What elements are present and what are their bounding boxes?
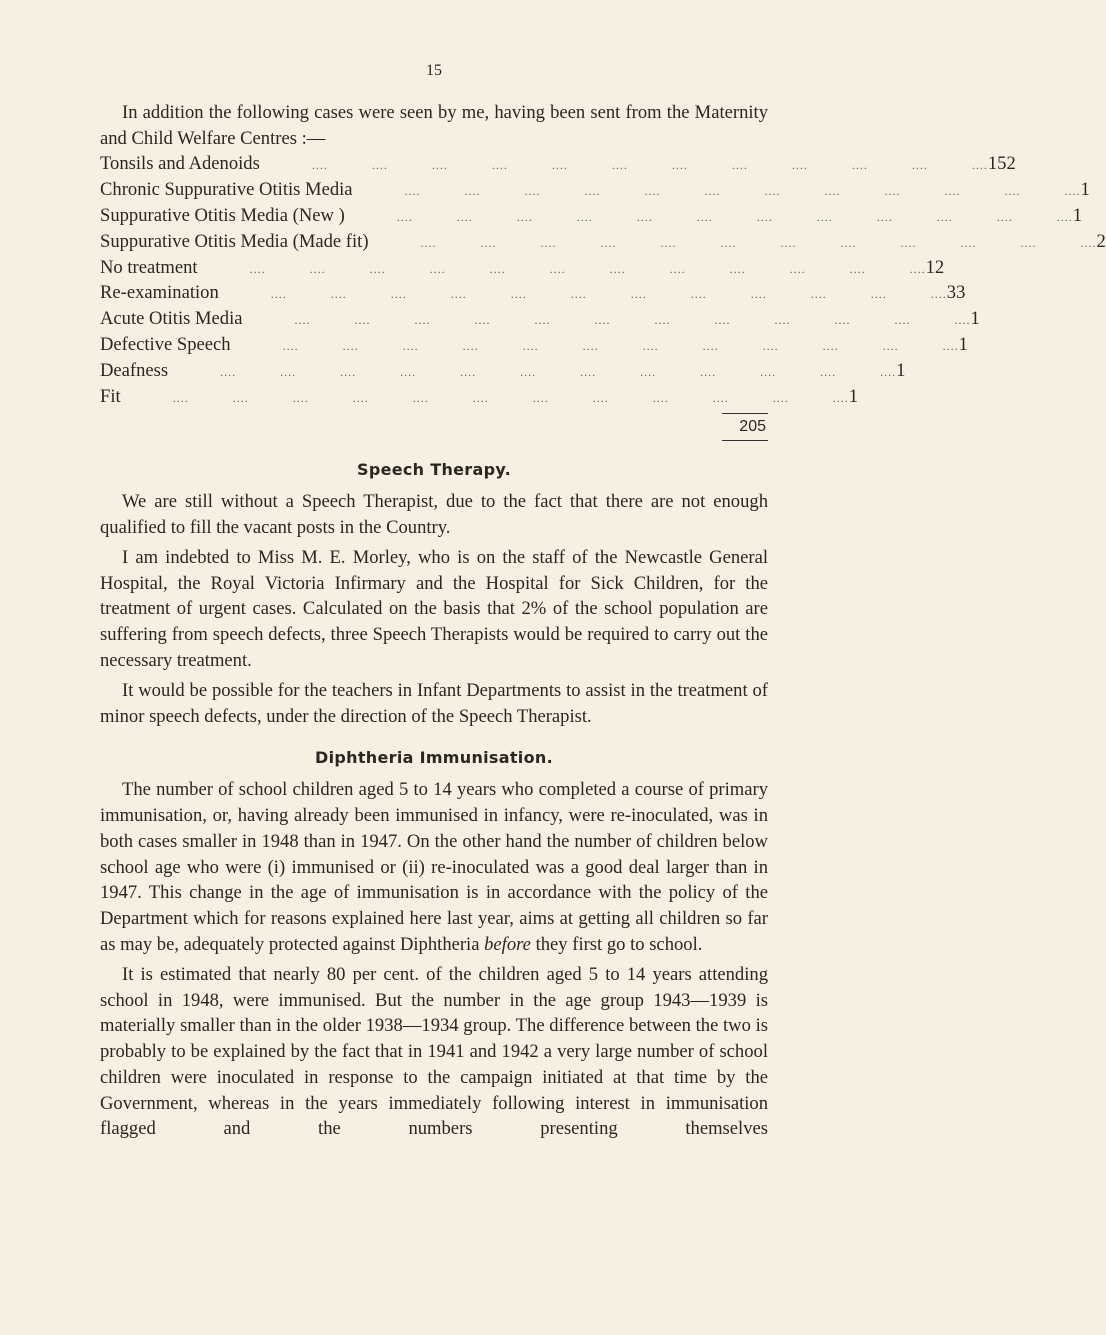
case-row	[100, 203, 1083, 229]
leader-dots: .... .... .... .... .... .... .... .... .... .... .... ....	[176, 364, 897, 379]
leader-dots: .... .... .... .... .... .... .... .... .... .... .... ....	[267, 158, 988, 173]
case-row	[100, 358, 906, 384]
case-label: Chronic Suppurative Otitis Media	[100, 179, 353, 201]
cases-total: 205	[739, 418, 766, 436]
text: The number of school children aged 5 to 14 years who completed a course of primary immunisation, or, having already been immunised in infancy, were re-inoculated, was in both cases smaller in 1948 than in 1947. On the other hand the number of children below school age who were (i) immunised or (ii) re-inoculated was a good deal larger than in 1947. This change in the age of immunisation is in accordance with the policy of the Department which for reasons explained here last year, aims at getting all children so far as may be, adequately protected against Diphtheria	[100, 779, 768, 955]
page-number: 15	[426, 62, 442, 79]
case-row	[100, 280, 966, 306]
case-count: 12	[925, 256, 945, 278]
diphtheria-paragraph: It is estimated that nearly 80 per cent. of the children aged 5 to 14 years attending school in 1948, were immunised. But the number in the age group 1943—1939 is materially smaller than in the older 1938—1934 group. The difference between the two is probably to be explained by the fact that in 1941 and 1942 a very large number of school children were inoculated in response to the campaign initiated at that time by the Government, whereas in the years immediately following interest in immunisation flagged and the numbers presenting themselves	[100, 963, 768, 1140]
leader-dots: .... .... .... .... .... .... .... .... .... .... .... ....	[376, 235, 1097, 250]
case-count: 1	[958, 333, 968, 355]
document-page	[100, 58, 1106, 1142]
case-label: Tonsils and Adenoids	[100, 153, 260, 175]
leader-dots: .... .... .... .... .... .... .... .... .... .... .... ....	[205, 261, 926, 276]
cases-list	[100, 151, 1106, 409]
case-count: 1	[848, 385, 858, 407]
case-label: Fit	[100, 385, 121, 407]
leader-dots: .... .... .... .... .... .... .... .... .... .... .... ....	[128, 390, 849, 405]
case-count: 33	[946, 282, 966, 304]
case-label: Suppurative Otitis Media (New )	[100, 204, 345, 226]
leader-dots: .... .... .... .... .... .... .... .... .... .... .... ....	[238, 338, 959, 353]
case-count: 1	[1080, 179, 1090, 201]
case-row	[100, 306, 980, 332]
case-row	[100, 384, 858, 410]
leader-dots: .... .... .... .... .... .... .... .... .... .... .... ....	[250, 313, 971, 328]
case-row	[100, 177, 1090, 203]
case-count: 2	[1096, 230, 1106, 252]
total-rule-bottom	[722, 440, 768, 441]
case-row	[100, 255, 945, 281]
case-label: Deafness	[100, 359, 169, 381]
leader-dots: .... .... .... .... .... .... .... .... .... .... .... ....	[360, 184, 1081, 199]
speech-therapy-heading: Speech Therapy.	[357, 460, 511, 480]
emphasis: before	[484, 933, 531, 955]
text: they first go to school.	[530, 933, 703, 955]
case-row	[100, 151, 1016, 177]
leader-dots: .... .... .... .... .... .... .... .... .... .... .... ....	[226, 287, 947, 302]
case-count: 1	[970, 308, 980, 330]
case-label: No treatment	[100, 256, 198, 278]
case-label: Acute Otitis Media	[100, 308, 243, 330]
case-label: Re-examination	[100, 282, 219, 304]
case-count: 152	[987, 153, 1016, 175]
speech-paragraph: We are still without a Speech Therapist, due to the fact that there are not enough qualified to fill the vacant posts in the Country.	[100, 491, 768, 538]
leader-dots: .... .... .... .... .... .... .... .... .... .... .... ....	[352, 209, 1073, 224]
speech-paragraph: I am indebted to Miss M. E. Morley, who is on the staff of the Newcastle General Hospital, the Royal Victoria Infirmary and the Hospital for Sick Children, for the treatment of urgent cases. Calculated on the basis that 2% of the school population are suffering from speech defects, three Speech Therapists would be required to carry out the necessary treatment.	[100, 546, 768, 671]
intro-paragraph: In addition the following cases were seen by me, having been sent from the Maternity and Child Welfare Centres :—	[100, 101, 768, 149]
diphtheria-paragraph	[100, 777, 768, 958]
speech-paragraph: It would be possible for the teachers in Infant Departments to assist in the treatment of minor speech defects, under the direction of the Speech Therapist.	[100, 679, 768, 727]
case-count: 1	[896, 359, 906, 381]
case-label: Suppurative Otitis Media (Made fit)	[100, 230, 369, 252]
case-label: Defective Speech	[100, 333, 231, 355]
case-row	[100, 229, 1106, 255]
diphtheria-heading: Diphtheria Immunisation.	[315, 748, 553, 768]
case-count: 1	[1072, 204, 1083, 226]
case-row	[100, 332, 968, 358]
